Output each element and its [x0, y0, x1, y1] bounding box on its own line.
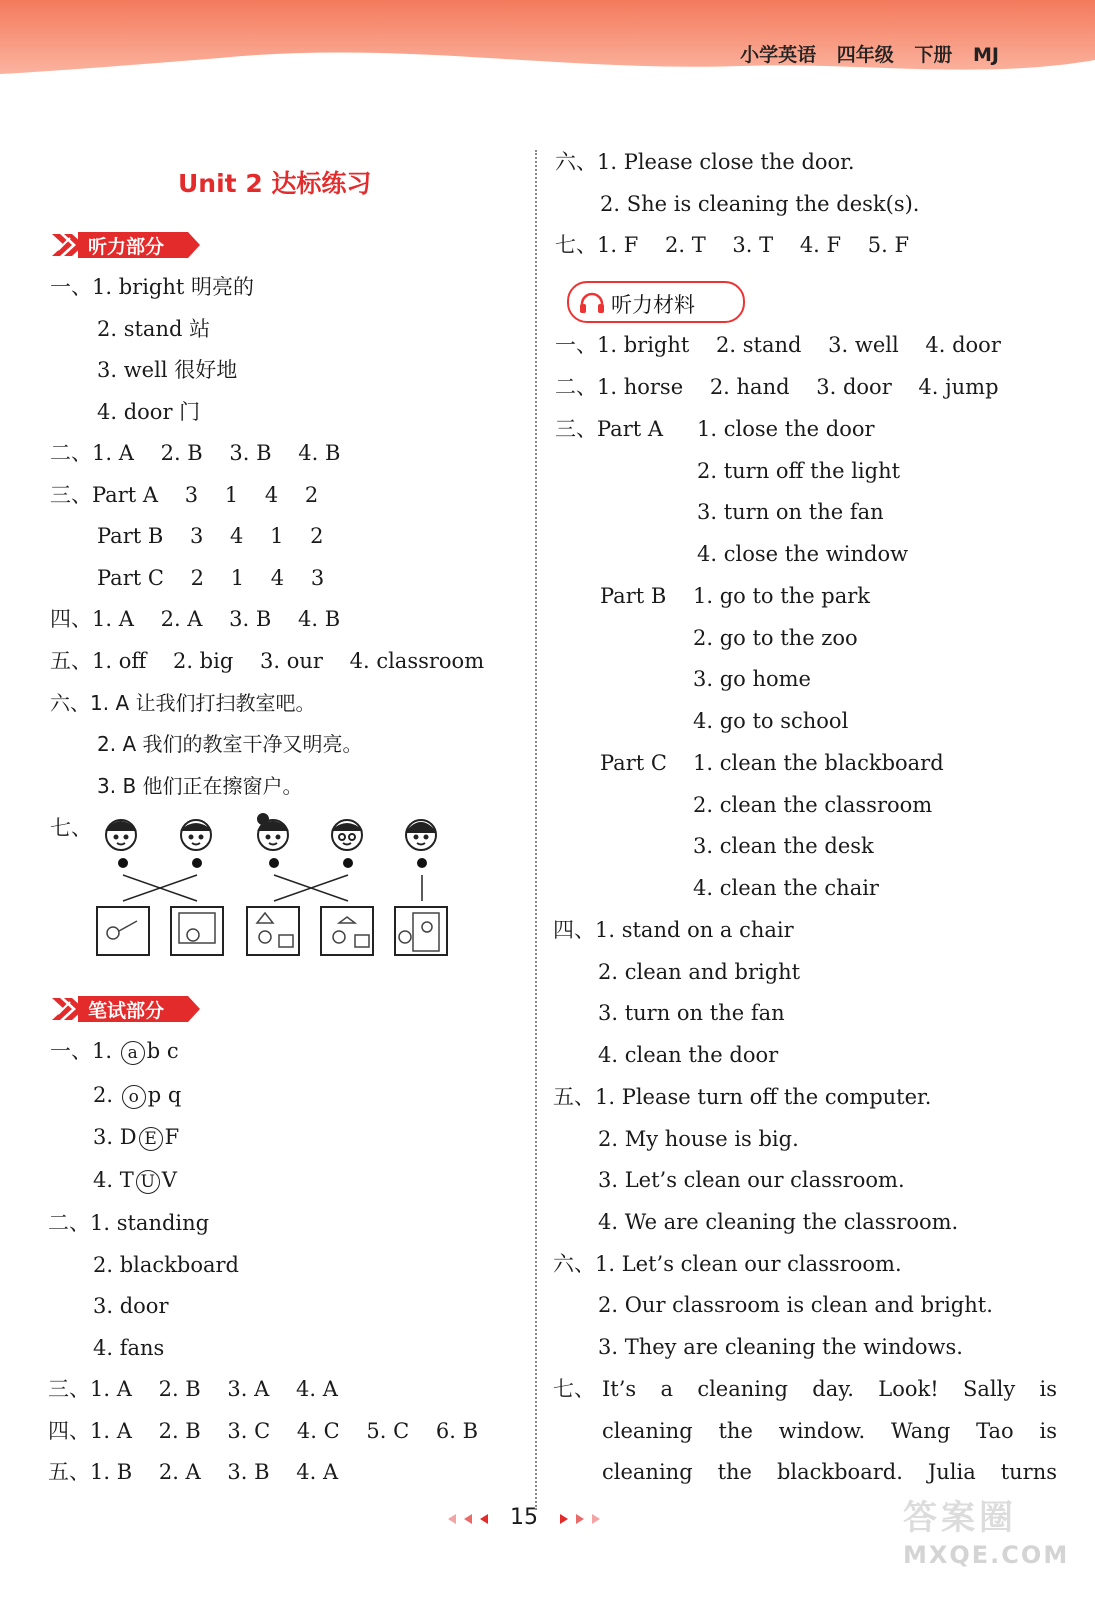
page-footer [440, 1505, 610, 1535]
writing-section-banner [48, 994, 200, 1024]
answer-row: 四、1. stand on a chair [553, 918, 794, 942]
child-face-icon [258, 814, 288, 850]
picture-box-icon [97, 907, 149, 955]
child-face-icon [332, 820, 362, 850]
answer-row: 2. clean and bright [598, 960, 801, 984]
answer-row: 2. blackboard [93, 1253, 239, 1277]
right-arrows-icon [556, 1505, 608, 1535]
answer-row: 1. go to the park [693, 584, 871, 608]
answer-row: 4. fans [93, 1336, 165, 1360]
answer-row: 2. My house is big. [598, 1127, 799, 1151]
material-label-text: 听力材料 [611, 293, 695, 317]
answer-row: 3. well 很好地 [97, 358, 238, 382]
passage-line: cleaning the blackboard. Julia turns [602, 1460, 1057, 1484]
answer-row: 3. clean the desk [693, 834, 874, 858]
answer-row: 七、 [553, 1377, 595, 1401]
answer-row: 五、1. off 2. big 3. our 4. classroom [50, 649, 485, 673]
answer-row: 2. A 我们的教室干净又明亮。 [97, 732, 363, 756]
column-divider [535, 150, 537, 1510]
answer-row: 4. clean the door [598, 1043, 779, 1067]
answer-row: 六、1. A 让我们打扫教室吧。 [50, 691, 316, 715]
answer-row: 一、1. bright 明亮的 [50, 275, 254, 299]
answer-row: Part C 2 1 4 3 [97, 566, 325, 590]
passage-line: It’s a cleaning day. Look! Sally is [602, 1377, 1057, 1401]
answer-row: Part C [600, 751, 667, 775]
answer-row: 三、1. A 2. B 3. A 4. A [48, 1377, 338, 1401]
header-subject: 小学英语 [740, 44, 817, 66]
child-face-icon [406, 820, 436, 850]
answer-row: 1. clean the blackboard [693, 751, 944, 775]
answer-row: 3. door [93, 1294, 169, 1318]
answer-row: 3. go home [693, 667, 811, 691]
answer-row: 3. turn on the fan [697, 500, 884, 524]
answer-row: 2. stand 站 [97, 317, 211, 341]
answer-row: 3. turn on the fan [598, 1001, 785, 1025]
answer-row: 四、1. A 2. A 3. B 4. B [50, 607, 341, 631]
answer-row: 4. T U V [93, 1168, 177, 1192]
answer-row: 一、1. bright 2. stand 3. well 4. door [555, 333, 1001, 357]
answer-row: 2. clean the classroom [693, 793, 933, 817]
answer-row: 2. go to the zoo [693, 626, 858, 650]
passage-line: cleaning the window. Wang Tao is [602, 1419, 1057, 1443]
listening-material-label [567, 281, 745, 323]
answer-row: 4. We are cleaning the classroom. [598, 1210, 959, 1234]
answer-row: 二、1. A 2. B 3. B 4. B [50, 441, 341, 465]
banner-label: 听力部分 [88, 236, 165, 258]
answer-row: 2. She is cleaning the desk(s). [600, 192, 920, 216]
answer-row: 二、1. horse 2. hand 3. door 4. jump [555, 375, 999, 399]
answer-row: 4. go to school [693, 709, 849, 733]
answer-row: 4. close the window [697, 542, 909, 566]
answer-row: 3. Let’s clean our classroom. [598, 1168, 905, 1192]
watermark-logo: 答案圈 [903, 1498, 1017, 1538]
picture-box-icon [247, 907, 299, 955]
answer-row: 4. clean the chair [693, 876, 879, 900]
answer-row: 七、1. F 2. T 3. T 4. F 5. F [555, 233, 910, 257]
header-info [740, 40, 999, 67]
answer-row: 2. turn off the light [697, 459, 901, 483]
headphones-icon [579, 292, 605, 314]
answer-row: 4. door 门 [97, 400, 201, 424]
answer-row: 3. B 他们正在擦窗户。 [97, 774, 303, 798]
banner-label: 笔试部分 [88, 1000, 165, 1022]
answer-row: 五、1. Please turn off the computer. [553, 1085, 932, 1109]
watermark [903, 1490, 1069, 1569]
listening-section-banner [48, 230, 200, 260]
header-grade: 四年级 [836, 44, 894, 66]
child-face-icon [181, 820, 211, 850]
child-face-icon [106, 820, 136, 850]
answer-row: 六、1. Please close the door. [555, 150, 855, 174]
answer-row: 2. o p q [93, 1083, 182, 1107]
answer-row: 一、1. a b c [50, 1039, 179, 1063]
answer-row: 四、1. A 2. B 3. C 4. C 5. C 6. B [48, 1419, 479, 1443]
answer-row: 七、 [50, 816, 92, 840]
header-volume: 下册 [914, 44, 953, 66]
answer-row: 六、1. Let’s clean our classroom. [553, 1252, 902, 1276]
answer-row: 二、1. standing [48, 1211, 210, 1235]
header-edition: MJ [973, 44, 999, 66]
answer-row: 五、1. B 2. A 3. B 4. A [48, 1460, 339, 1484]
answer-row: 三、Part A [555, 417, 664, 441]
answer-row: 三、Part A 3 1 4 2 [50, 483, 319, 507]
answer-row: 3. D E F [93, 1125, 180, 1149]
answer-row: 2. Our classroom is clean and bright. [598, 1293, 993, 1317]
page-number: 15 [510, 1505, 538, 1530]
left-arrows-icon [440, 1505, 492, 1535]
answer-row: Part B 3 4 1 2 [97, 524, 324, 548]
watermark-text: MXQE.COM [903, 1541, 1070, 1569]
answer-row: Part B [600, 584, 667, 608]
page-title: Unit 2 达标练习 [178, 169, 372, 198]
answer-row: 1. close the door [697, 417, 875, 441]
picture-box-icon [321, 907, 373, 955]
answer-row: 3. They are cleaning the windows. [598, 1335, 963, 1359]
matching-figure [93, 813, 463, 963]
